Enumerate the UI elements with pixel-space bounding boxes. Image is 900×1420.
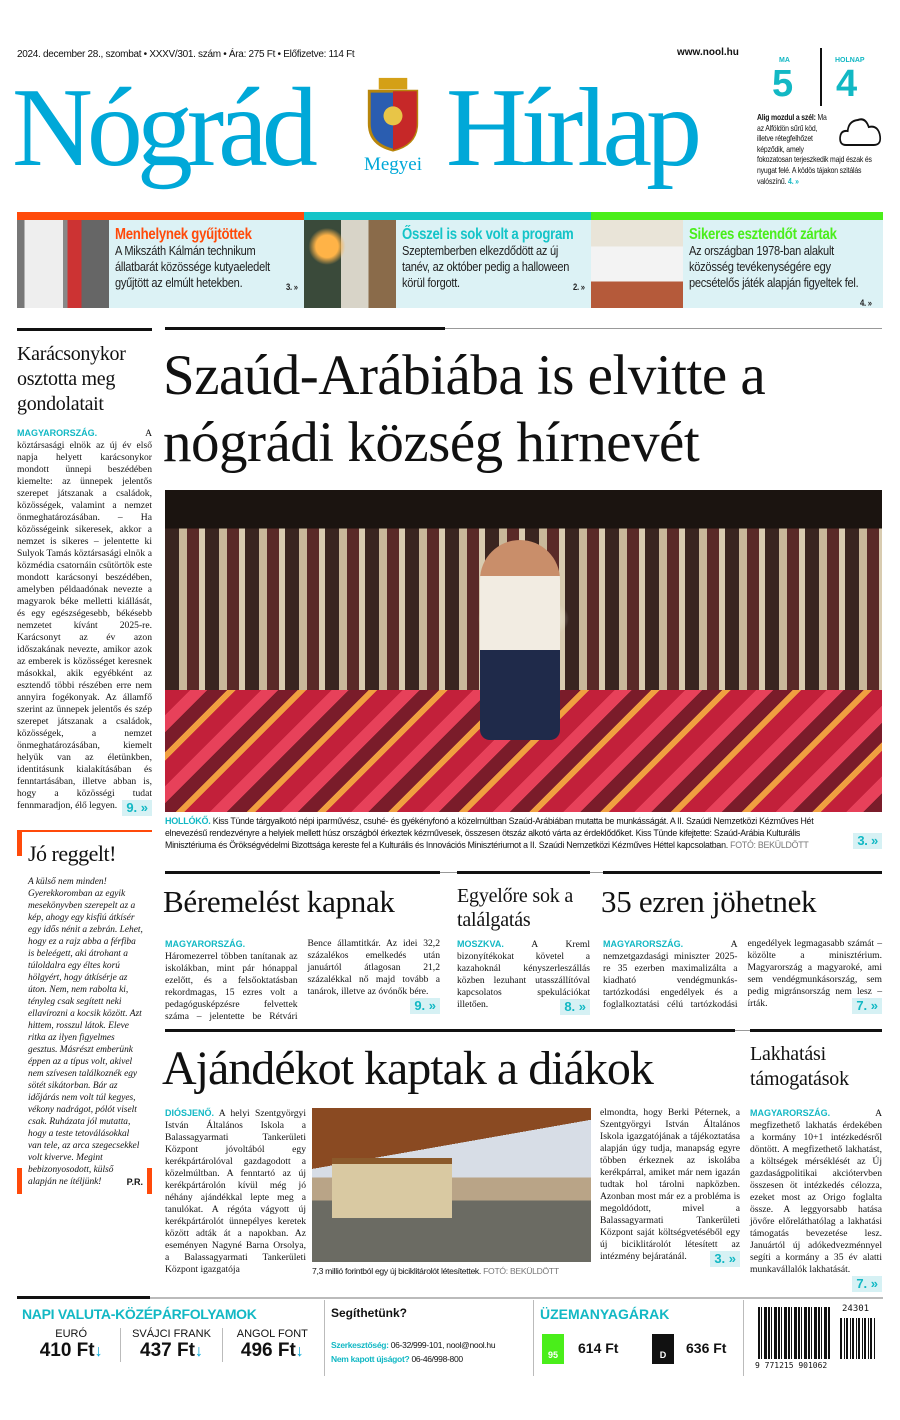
- weather-divider: [820, 48, 822, 106]
- photo-person: [480, 540, 560, 740]
- story-text: Háromezerrel többen tanítanak az iskolákban, mint pár hónappal ezelőtt, és a felsőoktatásban rekordmagas, 15 ezres volt a pedagógusképzésre felvettek száma – jelentette be Rétvári Bence államtitkár. Az idei 32,2 százalékos emelkedés után januártól átlagosan 21,2 százalékkal nő majd tovább a tanárok, illetve az óvónők bére.: [165, 938, 440, 1022]
- currency-euro: [22, 1328, 121, 1362]
- weather-headline: Alig mozdul a szél:: [757, 113, 816, 122]
- story-body: [457, 938, 590, 1015]
- photo-credit: FOTÓ: BEKÜLDÖTT: [483, 1266, 559, 1276]
- footer-separator: [533, 1300, 534, 1376]
- column-body: [28, 876, 143, 1188]
- arrow-down-icon: ↓: [295, 1343, 304, 1360]
- column-accent: [17, 1168, 22, 1194]
- teaser-ref[interactable]: 2. »: [573, 282, 585, 292]
- footer-separator: [743, 1300, 744, 1376]
- page-ref[interactable]: 8. »: [560, 999, 590, 1015]
- divider: [17, 328, 152, 331]
- fuel-label: 95: [547, 1350, 558, 1360]
- barcode: [758, 1307, 830, 1359]
- issue-line: 2024. december 28., szombat • XXXV/301. szám • Ára: 275 Ft • Előfizetve: 114 Ft: [17, 49, 355, 60]
- teaser-color-bar: [17, 212, 304, 220]
- photo-building: [332, 1158, 452, 1218]
- fuel-price: 636 Ft: [686, 1340, 727, 1356]
- teaser-color-bar: [304, 212, 591, 220]
- weather-forecast: [757, 113, 885, 187]
- currency-value: 437 Ft: [140, 1340, 195, 1361]
- main-headline[interactable]: Szaúd-Arábiába is elvitte a nógrádi község hírnevét: [163, 344, 766, 474]
- masthead-title-left: Nógrád: [12, 66, 312, 190]
- weather-today-temp: 5: [772, 63, 794, 105]
- housing-title[interactable]: Lakhatási támogatások: [750, 1043, 849, 1090]
- contact-value[interactable]: 06-32/999-101, nool@nool.hu: [390, 1340, 496, 1350]
- currency-name: ANGOL FONT: [236, 1328, 308, 1340]
- story-location: MAGYARORSZÁG.: [750, 1108, 831, 1118]
- story-location: MAGYARORSZÁG.: [603, 939, 684, 949]
- teaser-successful-year[interactable]: [591, 212, 883, 308]
- column-accent: [17, 832, 22, 856]
- page-ref[interactable]: 9. »: [122, 800, 152, 816]
- column-author: P.R.: [126, 1177, 143, 1187]
- crest-label: Megyei: [363, 154, 423, 175]
- teaser-text: Az országban 1978-ban alakult közösség tevékenységére egy pecsételős játék alapján figyeltek fel.: [689, 243, 859, 290]
- barcode-addon: [840, 1318, 876, 1359]
- contact-label: Nem kapott újságot?: [331, 1354, 410, 1364]
- caption-text: Kiss Tünde tárgyalkotó népi iparművész, csuhé- és gyékényfonó a közelmúltban Szaúd-Arábiában mutatta be munkásságát. A II. Szaúdi Nemzetközi Kézműves Hét elnevezésű rendezvényre a helyiek mellett húsz országból érkeztek kézművesek, összesen ötszáz alkotó várta az érdeklődőket. Kiss Tünde kifejtette: Szaúd-Arábia Kulturális Minisztériuma és Örökségvédelmi Bizottsága kereste fel a Kulturális és Innovációs Minisztériumot a II. Szaúdi Nemzetközi Kézműves Héttel kapcsolatban.: [165, 816, 814, 851]
- story-text: A köztársasági elnök az új év első napja helyett karácsonykor mondott ünnepi beszédében kiemelte: az ünnepek jelentős szerepet játszanak a családok, közösségek, valamint a nemzet önmeghatározásában. – Ha közösségeink sikeresek, akkor a nemzet is sikeres – jelentette ki Sulyok Tamás köztársasági elnök a közmédia csatornáin csütörtök este mondott karácsonyi beszédében, amelyben példaadónak nevezte a magyarok béke melletti kiállását, és egy egészségesebb, békésebb nemzetet kívánt 2025-re. Karácsonyt az év azon időszakának nevezte, amikor azok az emberek is közösséget keresnek másokkal, akik egyébként az esztendő többi részében erre nem annyira fogékonyak. Az államfő szerint az ünnepek jelentős és szép szerepet játszanak a családok, közösségek, a nemzet önmeghatározásában, kiemelt helyük van az életünkben, identitásunk kialakításában és fenntartásában, illetve abban is, hogy a közösségi tudat fennmaradjon, élő legyen.: [17, 428, 152, 811]
- left-story-body: [17, 427, 152, 816]
- left-story-title[interactable]: Karácsonykor osztotta meg gondolatait: [17, 343, 126, 415]
- photo-credit: FOTÓ: BEKÜLDÖTT: [730, 840, 809, 851]
- story-text: A megfizethető lakhatás érdekében a kormány 10+1 intézkedésről döntött. A megfizethető lakhatást, a költségek mérséklését az Új gazdaságpolitikai akciótervben összesen öt intézkedés célozza, ezeket most az Origo foglalta össze. A leggyorsabb hatása jövőre előreláthatólag a lakhatási támogatás bevezetése lesz. Januártól új adókedvezménnyel segíti a kormány a 35 év alatti munkavállalók lakhatását.: [750, 1108, 882, 1275]
- currency-chf: [121, 1328, 222, 1362]
- story-text: A helyi Szentgyörgyi István Általános Iskola a Balassagyarmati Tankerületi Központ jóvoltából egy kerékpártárolóval gazdagodott a közelmúltban. A fenntartó az új kerékpártárolón kívül még jó néhány ajándékkal lepte meg a tanulókat. A régóta vágyott új kerékpártárolót ünnepélyes keretek között adták át a napokban. Az eseményen Nagyné Barna Orsolya, a Balassagyarmati Tankerületi Központ igazgatója: [165, 1108, 306, 1275]
- caption-text: 7,3 millió forintból egy új biciklitárolót létesítettek.: [312, 1266, 482, 1276]
- teaser-color-bar: [591, 212, 883, 220]
- page-ref[interactable]: 9. »: [410, 998, 440, 1014]
- story-title[interactable]: Egyelőre sok a találgatás: [457, 885, 574, 931]
- teaser-text: Szeptemberben elkezdődött az új tanév, az október pedig a halloween körül forgott.: [402, 243, 570, 290]
- story-location: MOSZKVA.: [457, 939, 504, 949]
- cloud-icon: [836, 113, 885, 149]
- teaser-title: Menhelynek gyűjtöttek: [115, 226, 252, 243]
- footer-separator: [324, 1300, 325, 1376]
- teaser-ref[interactable]: 3. »: [286, 282, 298, 292]
- story-text: A nemzetgazdasági miniszter 2025-re 35 ezerben maximalizálta a kiadható vendégmunkás-tartózkodási engedélyek és a foglalkoztatási célú tartózkodási engedélyek legmagasabb számát – közölte a minisztérium. Magyarország a magyaroké, ami sem vendégmunkásország, sem pedig migránsország nem lesz – írták.: [603, 938, 882, 1010]
- teaser-photo-dog: [17, 220, 109, 308]
- weather-text: Ma az Alföldön sűrű köd, illetve rétegfelhőzet képződik, amely fokozatosan terjeszkedik majd észak és nyugat felé. A ködös tájakon szitálás valószínű.: [757, 113, 872, 186]
- fuel-price: 614 Ft: [578, 1340, 619, 1356]
- story-location: MAGYARORSZÁG.: [165, 939, 246, 949]
- teaser-title: Ősszel is sok volt a program: [402, 226, 574, 243]
- arrow-down-icon: ↓: [194, 1343, 203, 1360]
- caption-location: HOLLÓKŐ.: [165, 816, 211, 826]
- divider: [750, 1029, 882, 1032]
- currency-name: SVÁJCI FRANK: [132, 1328, 211, 1340]
- barcode-addon-number: 24301: [842, 1304, 870, 1314]
- story-text: elmondta, hogy Berki Péternek, a Szentgyörgyi István Általános Iskola igazgatójának a tájékoztatása alapján úgy tudja, manapság egyre többen érkeznek az iskolába kerékpárral, amiket már nem igazán tudtak hol tárolni napközben. Azonban most már ez a probléma is megoldódott, mivel a Balassagyarmati Tankerületi Központ saját költségvetéséből egy új biciklitárolót létesített az intézmény bejáratánál.: [600, 1107, 740, 1262]
- fuel-pump-diesel-icon: [652, 1334, 674, 1364]
- story-text: A Kreml bizonyítékokat követel a kazahoknál kényszerleszállás közben lezuhant utasszállítóval kapcsolatos spekulációkat illetően.: [457, 939, 590, 1010]
- school-body-a: [165, 1107, 306, 1276]
- column-box: [17, 830, 152, 1194]
- divider: [165, 871, 440, 874]
- housing-body: [750, 1107, 882, 1292]
- teaser-photo-choir: [591, 220, 683, 308]
- arrow-down-icon: ↓: [94, 1343, 103, 1360]
- column-text: A külső nem minden! Gyerekkoromban az egyik mesekönyvben szerepelt az a kép, ahogy egy kisfiú átkísér egy idős nénit a zebrán. Lehet, hogy ez a rajz abba a férfiba is beleégett, aki átrohant a túloldalra egy éltes korú hölgyért, hogy átkísérje az úton. Nem, nem rabolta ki, tényleg csak segített neki ellavírozni a kocsik között. Azt hittem, rosszul látok. Eleve ritka az ilyen figyelmes gesztus. Másrészt emberünk éppen az a típus volt, akivel nem szívesen találkoznék egy sötét sikátorban. Bár az időjárás nem volt túl kegyes, vékony nadrágot, pólót viselt csak. Ruházata jól mutatta, hogy a teste tetoválásokkal van tele, az arca szegecsekkel volt kiverve. Megint bebizonyosodott, külső alapján ne ítéljünk!: [28, 877, 143, 1187]
- help-title: Segíthetünk?: [331, 1306, 408, 1320]
- divider: [603, 871, 882, 874]
- teaser-shelter[interactable]: [17, 212, 304, 308]
- school-photo: [312, 1108, 591, 1262]
- weather-ref[interactable]: 4. »: [788, 176, 799, 186]
- story-title[interactable]: Béremelést kapnak: [163, 884, 395, 919]
- page-ref[interactable]: 3. »: [853, 833, 882, 849]
- weather-today-label: MA: [779, 57, 790, 64]
- masthead-title-right: Hírlap: [446, 66, 697, 190]
- fuel-pump-95-icon: [542, 1334, 564, 1364]
- teaser-title: Sikeres esztendőt zártak: [689, 226, 837, 243]
- teaser-photo-lab: [304, 220, 396, 308]
- barcode-number: 9 771215 901062: [755, 1361, 828, 1370]
- page-ref[interactable]: 3. »: [710, 1251, 740, 1267]
- main-caption: [165, 815, 882, 852]
- website-link[interactable]: www.nool.hu: [677, 47, 739, 58]
- contact-info: [331, 1338, 495, 1366]
- divider: [165, 1029, 735, 1032]
- teaser-autumn[interactable]: [304, 212, 591, 308]
- fuel-title: ÜZEMANYAGÁRAK: [540, 1306, 670, 1322]
- weather-tomorrow-label: HOLNAP: [835, 57, 865, 64]
- currency-title: NAPI VALUTA-KÖZÉPÁRFOLYAMOK: [22, 1306, 257, 1322]
- coat-of-arms-icon: [358, 76, 428, 152]
- currency-value: 496 Ft: [240, 1340, 296, 1361]
- divider: [165, 327, 445, 330]
- divider: [457, 871, 590, 874]
- main-photo: [165, 490, 882, 812]
- page-ref[interactable]: 7. »: [852, 1276, 882, 1292]
- page-ref[interactable]: 7. »: [852, 998, 882, 1014]
- weather-tomorrow-temp: 4: [836, 63, 858, 105]
- story-location: MAGYARORSZÁG.: [17, 428, 98, 438]
- story-location: DIÓSJENŐ.: [165, 1108, 215, 1118]
- story-body: [603, 938, 882, 1014]
- school-caption: [312, 1266, 594, 1277]
- column-accent: [147, 1168, 152, 1194]
- contact-label: Szerkesztőség:: [331, 1340, 389, 1350]
- contact-value[interactable]: 06-46/998-800: [411, 1354, 463, 1364]
- column-title: Jó reggelt!: [28, 841, 116, 866]
- story-body: [165, 938, 440, 1023]
- currency-gbp: [223, 1328, 322, 1362]
- footer-divider: [17, 1296, 150, 1299]
- left-column: [17, 342, 152, 1194]
- teaser-text: A Mikszáth Kálmán technikum állatbarát közössége kutyaeledelt gyűjtött az elmúlt hetekben.: [115, 243, 270, 290]
- school-body-b: [600, 1107, 740, 1267]
- currency-name: EURÓ: [55, 1328, 88, 1340]
- teaser-ref[interactable]: 4. »: [860, 298, 872, 308]
- fuel-label: D: [659, 1350, 667, 1360]
- school-headline[interactable]: Ajándékot kaptak a diákok: [162, 1042, 653, 1095]
- currency-rates: [22, 1328, 322, 1362]
- currency-value: 410 Ft: [39, 1340, 95, 1361]
- story-title[interactable]: 35 ezren jöhetnek: [601, 884, 817, 919]
